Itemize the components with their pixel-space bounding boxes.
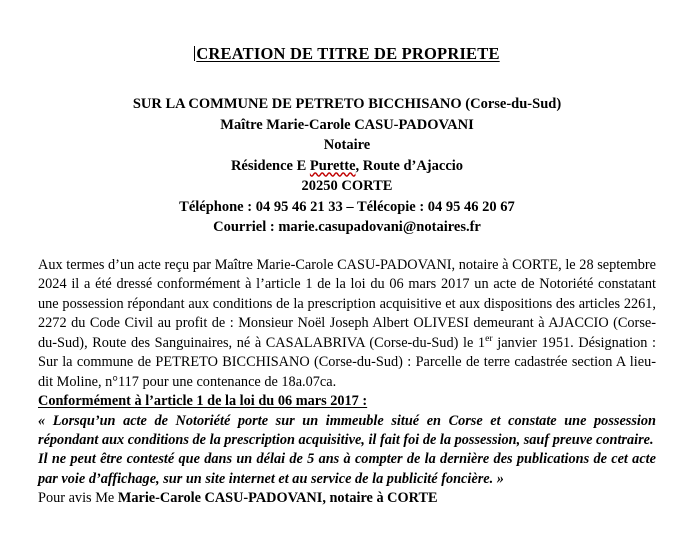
heading-notary-role: Notaire — [323, 137, 371, 154]
ordinal-suffix: er — [485, 333, 493, 345]
paragraph-main-part1: Aux termes d’un acte reçu par Maître Marie-Carole CASU-PADOVANI, notaire à CORTE, le 28 septembre 2024 il a été dressé conformément à l’article 1 de la loi du 06 mars 2017 un acte de Notoriété constatant une possession répondant aux conditions de la prescription acquisitive et aux dispositions des articles 2261, 2272 du Code Civil au profit de : Monsieur Noël Joseph Albert OLIVESI demeurant à AJACCIO (Corse-du-Sud), Route des Sanguinaires, né à CASALABRIVA (Corse-du-Sud) le 1 — [38, 257, 656, 351]
document-body — [38, 256, 656, 509]
closing-prefix: Pour avis Me — [38, 490, 118, 507]
heading-notary-name: Maître Marie-Carole CASU-PADOVANI — [220, 116, 474, 133]
heading-address — [38, 156, 656, 177]
legal-quote-first: « Lorsqu’un acte de Notoriété porte sur un immeuble situé en Corse et constate une possession répondant aux conditions de la prescription acquisitive, il fait foi de la possession, sauf preuve contraire. — [38, 412, 656, 448]
closing-notary-name: Marie-Carole CASU-PADOVANI, notaire à CORTE — [117, 490, 438, 507]
page-title — [38, 44, 656, 64]
heading-commune: SUR LA COMMUNE DE PETRETO BICCHISANO (Corse-du-Sud) — [132, 96, 562, 112]
page-title-text: CREATION DE TITRE DE PROPRIETE — [196, 44, 500, 63]
heading-address-prefix: Résidence E — [230, 157, 310, 174]
section-subheading: Conformément à l’article 1 de la loi du 06 mars 2017 : — [38, 393, 368, 410]
closing-line — [38, 489, 656, 508]
legal-quote-second: Il ne peut être contesté que dans un délai de 5 ans à compter de la dernière des publications de cet acte par voie d’affichage, sur un site internet et au service de la publicité foncière. » — [38, 451, 656, 487]
paragraph-main-part2: janvier 1951. Désignation : Sur la commune de PETRETO BICCHISANO (Corse-du-Sud) : Parcelle de terre cadastrée section A lieu-dit Moline, n°117 pour une contenance de 18a.07ca. — [38, 334, 656, 390]
heading-phone: Téléphone : 04 95 46 21 33 – Télécopie : 04 95 46 20 67 — [179, 198, 515, 215]
notary-heading-block — [38, 94, 656, 238]
heading-city: 20250 CORTE — [301, 178, 393, 195]
heading-address-spellcheck: Purette — [309, 157, 356, 174]
heading-email: Courriel : marie.casupadovani@notaires.fr — [213, 219, 481, 236]
heading-address-suffix: , Route d’Ajaccio — [355, 157, 464, 174]
paragraph-main — [38, 256, 656, 392]
